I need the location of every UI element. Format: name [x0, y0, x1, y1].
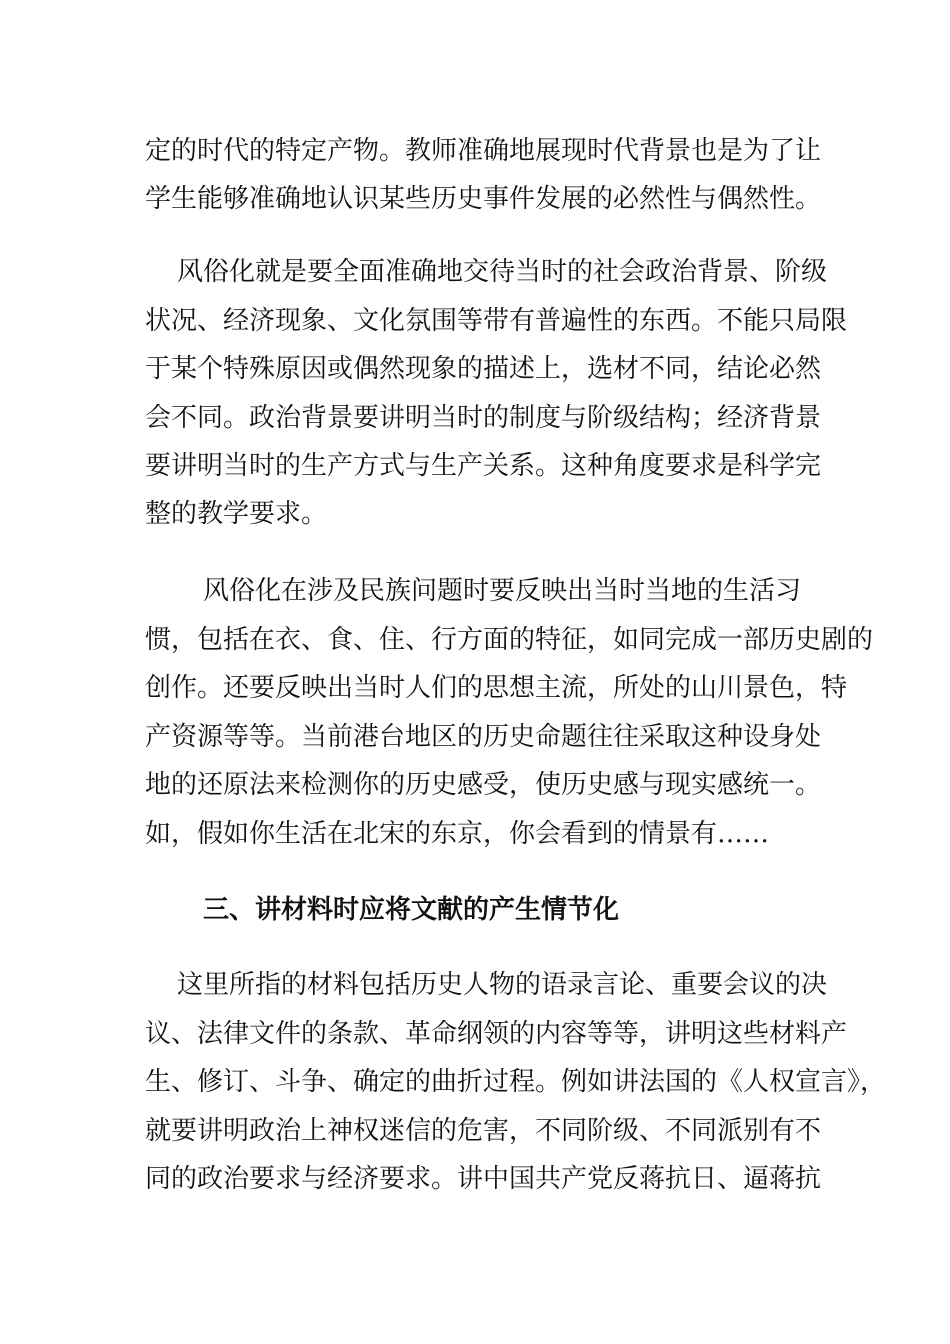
paragraph-2-line-2: 状况、经济现象、文化氛围等带有普遍性的东西。不能只局限 — [145, 306, 848, 336]
paragraph-3-line-6: 如，假如你生活在北宋的东京，你会看到的情景有…… — [145, 819, 770, 849]
paragraph-2-line-4: 会不同。政治背景要讲明当时的制度与阶级结构；经济背景 — [145, 403, 822, 433]
paragraph-3-line-2: 惯，包括在衣、食、住、行方面的特征，如同完成一部历史剧的 — [145, 625, 874, 655]
paragraph-4-line-1: 这里所指的材料包括历史人物的语录言论、重要会议的决 — [177, 970, 828, 1000]
paragraph-4-line-4: 就要讲明政治上神权迷信的危害，不同阶级、不同派别有不 — [145, 1116, 822, 1146]
paragraph-2-line-5: 要讲明当时的生产方式与生产关系。这种角度要求是科学完 — [145, 451, 822, 481]
paragraph-3-line-3: 创作。还要反映出当时人们的思想主流，所处的山川景色，特 — [145, 673, 848, 703]
paragraph-2-line-1: 风俗化就是要全面准确地交待当时的社会政治背景、阶级 — [177, 257, 828, 287]
paragraph-1-line-2: 学生能够准确地认识某些历史事件发展的必然性与偶然性。 — [145, 184, 822, 214]
paragraph-4-line-3: 生、修订、斗争、确定的曲折过程。例如讲法国的《人权宣言》， — [145, 1067, 887, 1097]
paragraph-2-line-6: 整的教学要求。 — [145, 499, 328, 529]
paragraph-2-line-3: 于某个特殊原因或偶然现象的描述上，选材不同，结论必然 — [145, 354, 822, 384]
paragraph-3-line-4: 产资源等等。当前港台地区的历史命题往往采取这种设身处 — [145, 722, 822, 752]
paragraph-3-line-5: 地的还原法来检测你的历史感受，使历史感与现实感统一。 — [145, 770, 822, 800]
paragraph-4-line-2: 议、法律文件的条款、革命纲领的内容等等，讲明这些材料产 — [145, 1019, 848, 1049]
paragraph-3-line-1: 风俗化在涉及民族问题时要反映出当时当地的生活习 — [203, 576, 802, 606]
paragraph-4-line-5: 同的政治要求与经济要求。讲中国共产党反蒋抗日、逼蒋抗 — [145, 1164, 822, 1194]
section-heading: 三、讲材料时应将文献的产生情节化 — [203, 895, 620, 925]
paragraph-1-line-1: 定的时代的特定产物。教师准确地展现时代背景也是为了让 — [145, 136, 822, 166]
